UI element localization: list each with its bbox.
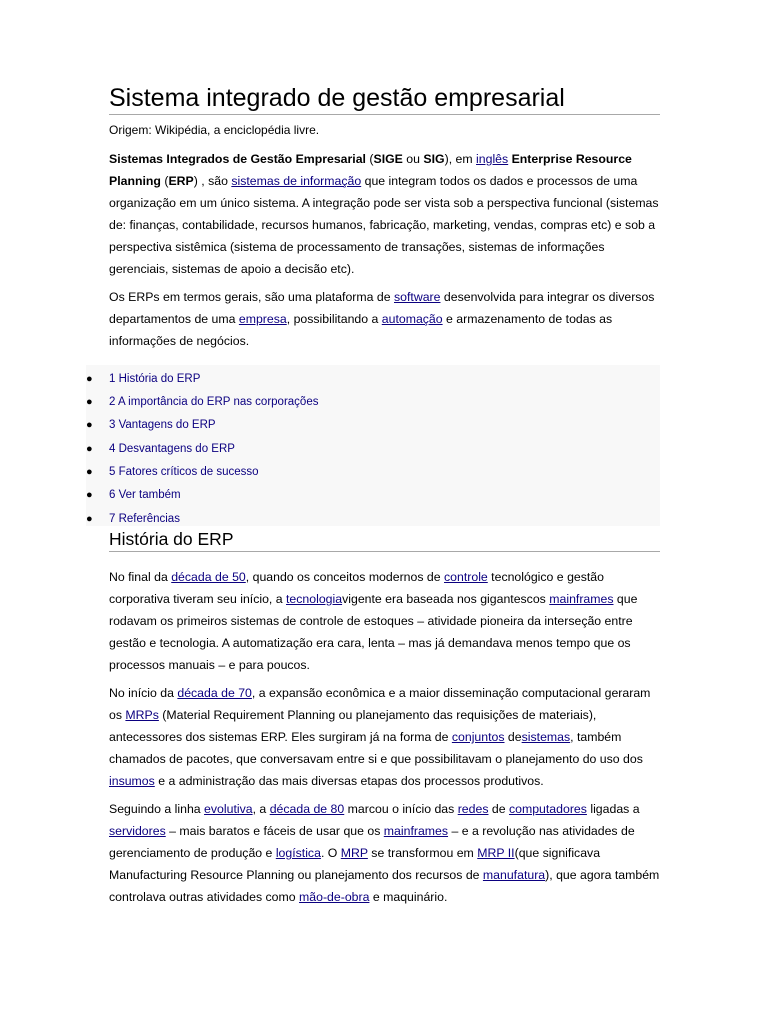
text: ), que agora também controlava outras atividades como [109,868,660,904]
text: (que significava Manufacturing Resource Planning ou planejamento dos recursos de [109,846,601,882]
link-ingles[interactable]: inglês [476,152,509,166]
bold-term: ERP [168,174,194,188]
text: – mais baratos e fáceis de usar que os [165,824,384,838]
section-title: História do ERP [109,527,660,552]
toc-label[interactable]: 6 Ver também [109,489,181,501]
text: . O [320,846,341,860]
history-paragraph-2 [109,682,661,792]
text: e armazenamento de todas as informações de negócios. [109,312,613,348]
origin-note: Origem: Wikipédia, a enciclopédia livre. [109,123,320,137]
bullet-icon: ● [86,466,93,478]
link-mrps[interactable]: MRPs [125,708,159,722]
toc-label[interactable]: 1 História do ERP [109,373,201,385]
link-empresa[interactable]: empresa [238,312,287,326]
link-sistemas-de-informacao[interactable]: sistemas de informação [231,174,362,188]
link-decada-de-70[interactable]: década de 70 [177,686,252,700]
bold-term: SIG [423,152,445,166]
link-mao-de-obra[interactable]: mão-de-obra [299,890,370,904]
toc-label[interactable]: 2 A importância do ERP nas corporações [109,396,319,408]
text: , a expansão econômica e a maior disseminação computacional geraram os [109,686,651,722]
text: – e a revolução nas atividades de gerenciamento de produção e [109,824,635,860]
toc-label[interactable]: 3 Vantagens do ERP [109,419,216,431]
text: ) , são [193,174,232,188]
text: , também chamados de pacotes, que conversavam entre si e que possibilitavam o planejamento do uso dos [109,730,643,766]
link-mrp-ii[interactable]: MRP II [477,846,515,860]
link-mainframes-2[interactable]: mainframes [383,824,449,838]
page-title: Sistema integrado de gestão empresarial [109,82,660,115]
table-of-contents [86,365,660,526]
text: desenvolvida para integrar os diversos departamentos de uma [109,290,655,326]
text: No final da [109,570,172,584]
text: de [504,730,522,744]
history-paragraph-3 [109,798,661,908]
text: (Material Requirement Planning ou planejamento das requisições de materiais), antecessores dos sistemas ERP. Eles surgiram já na forma de [109,708,597,744]
text: de [488,802,509,816]
link-controle[interactable]: controle [444,570,488,584]
erp-platform-paragraph [109,286,661,352]
text: No início da [109,686,178,700]
link-decada-de-50[interactable]: década de 50 [171,570,246,584]
link-automacao[interactable]: automação [381,312,443,326]
text: ( [365,152,374,166]
link-computadores[interactable]: computadores [508,802,587,816]
text: ou [402,152,424,166]
link-mrp[interactable]: MRP [340,846,368,860]
text: ( [160,174,169,188]
link-conjuntos[interactable]: conjuntos [451,730,505,744]
text: tecnológico e gestão corporativa tiveram seu início, a [109,570,604,606]
text: que integram todos os dados e processos de uma organização em um único sistema. A integração pode ser vista sob a perspectiva funcional (sistemas de: finanças, contabilidade, recursos humanos, fabricação, marketing, vendas, compras etc) e sob a perspectiva sistêmica (sistema de processamento de transações, sistemas de informações gerenciais, sistemas de apoio a decisão etc). [109,174,659,276]
text: ligadas a [586,802,640,816]
text: marcou o início das [344,802,458,816]
text: vigente era baseada nos gigantescos [342,592,550,606]
text: e maquinário. [369,890,448,904]
text: se transformou em [367,846,478,860]
link-software[interactable]: software [394,290,441,304]
text: Seguindo a linha [109,802,205,816]
history-paragraph-1 [109,566,661,676]
link-decada-de-80[interactable]: década de 80 [269,802,345,816]
bold-term: Sistemas Integrados de Gestão Empresarial [109,152,366,166]
text: e a administração das mais diversas etapas dos processos produtivos. [154,774,544,788]
toc-label[interactable]: 4 Desvantagens do ERP [109,443,235,455]
link-redes[interactable]: redes [457,802,489,816]
bullet-icon: ● [86,513,93,525]
link-manufatura[interactable]: manufatura [482,868,546,882]
bold-term: SIGE [373,152,403,166]
bold-term: Enterprise Resource Planning [109,152,632,188]
bullet-icon: ● [86,489,93,501]
toc-label[interactable]: 5 Fatores críticos de sucesso [109,466,259,478]
text: que rodavam os primeiros sistemas de controle de estoques – atividade pioneira da interseção entre gestão e tecnologia. A automatização era cara, lenta – mas já demandava menos tempo que os processos manuais – e para poucos. [109,592,638,672]
text: ), em [444,152,477,166]
text: , possibilitando a [286,312,382,326]
text: Os ERPs em termos gerais, são uma plataforma de [109,290,394,304]
link-servidores[interactable]: servidores [109,824,166,838]
text: , quando os conceitos modernos de [245,570,445,584]
intro-paragraph [109,148,661,280]
link-sistemas[interactable]: sistemas [521,730,571,744]
bullet-icon: ● [86,443,93,455]
link-insumos[interactable]: insumos [109,774,155,788]
bullet-icon: ● [86,419,93,431]
link-evolutiva[interactable]: evolutiva [204,802,253,816]
bullet-icon: ● [86,373,93,385]
text: , a [252,802,270,816]
link-logistica[interactable]: logística [275,846,321,860]
link-tecnologia[interactable]: tecnologia [286,592,343,606]
toc-label[interactable]: 7 Referências [109,513,180,525]
bullet-icon: ● [86,396,93,408]
link-mainframes[interactable]: mainframes [549,592,614,606]
